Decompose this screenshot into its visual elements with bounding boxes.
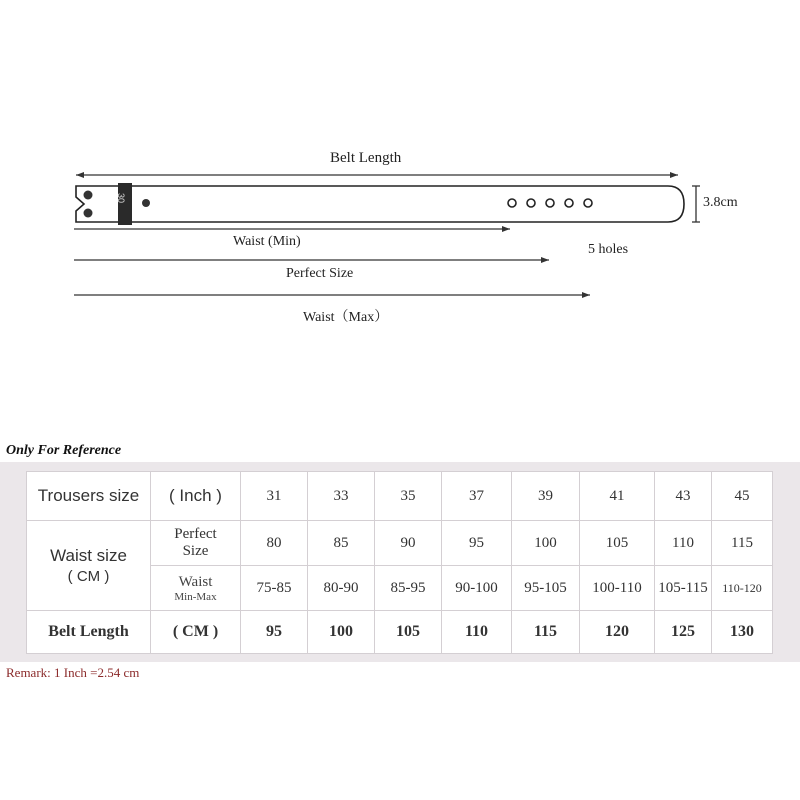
waist-range: 100-110 [580, 566, 655, 611]
perfect-value: 100 [512, 521, 580, 566]
trousers-size-label: Trousers size [27, 472, 151, 521]
belt-length-value: 115 [512, 611, 580, 654]
belt-length-value: 95 [241, 611, 308, 654]
perfect-value: 85 [308, 521, 375, 566]
table-row [27, 521, 773, 566]
perfect-value: 90 [375, 521, 442, 566]
perfect-size-header [151, 521, 241, 566]
waist-range: 110-120 [712, 566, 773, 611]
holes-label: 5 holes [588, 242, 629, 257]
perfect-value: 110 [655, 521, 712, 566]
waist-range: 80-90 [308, 566, 375, 611]
size-table [26, 471, 773, 654]
cm-label: ( CM ) [67, 568, 110, 585]
belt-drawing [0, 0, 800, 360]
belt-length-value: 125 [655, 611, 712, 654]
belt-length-value: 120 [580, 611, 655, 654]
buckle-pin [142, 199, 150, 207]
waist-min-label: Waist (Min) [233, 234, 301, 249]
reference-title: Only For Reference [6, 443, 122, 458]
belt-strap [76, 186, 684, 222]
belt-hole [546, 199, 554, 207]
min-max-label: Min-Max [174, 590, 217, 603]
belt-length-value: 130 [712, 611, 773, 654]
inch-value: 41 [580, 472, 655, 521]
table-row [27, 611, 773, 654]
belt-cm-label: ( CM ) [151, 611, 241, 654]
belt-hole [508, 199, 516, 207]
perfect-value: 105 [580, 521, 655, 566]
buckle-text: 30 [116, 192, 127, 204]
waist-size-cell [27, 521, 151, 611]
inch-value: 43 [655, 472, 712, 521]
remark-note: Remark: 1 Inch =2.54 cm [6, 665, 140, 680]
waist-label: Waist [178, 573, 213, 590]
waist-range-header [151, 566, 241, 611]
waist-range: 90-100 [442, 566, 512, 611]
perfect-size-label: Perfect Size [286, 266, 354, 281]
waist-range: 105-115 [655, 566, 712, 611]
inch-value: 39 [512, 472, 580, 521]
waist-range: 75-85 [241, 566, 308, 611]
rivet [84, 191, 93, 200]
waist-size-label: Waist size [50, 546, 127, 565]
belt-hole [527, 199, 535, 207]
belt-hole [565, 199, 573, 207]
waist-range: 85-95 [375, 566, 442, 611]
inch-value: 33 [308, 472, 375, 521]
perfect-size-header-text: Perfect Size [174, 526, 217, 559]
width-label: 3.8cm [703, 195, 738, 210]
inch-value: 37 [442, 472, 512, 521]
perfect-value: 95 [442, 521, 512, 566]
waist-max-label: Waist（Max） [303, 310, 389, 325]
buckle-plate [118, 183, 132, 225]
belt-length-label: Belt Length [330, 150, 402, 166]
perfect-value: 80 [241, 521, 308, 566]
rivet [84, 209, 93, 218]
belt-length-value: 100 [308, 611, 375, 654]
inch-value: 31 [241, 472, 308, 521]
waist-range: 95-105 [512, 566, 580, 611]
belt-length-value: 105 [375, 611, 442, 654]
belt-length-row-label: Belt Length [27, 611, 151, 654]
inch-value: 35 [375, 472, 442, 521]
table-row [27, 472, 773, 521]
belt-diagram [0, 0, 800, 360]
belt-length-value: 110 [442, 611, 512, 654]
belt-hole [584, 199, 592, 207]
perfect-value: 115 [712, 521, 773, 566]
inch-label: ( Inch ) [151, 472, 241, 521]
inch-value: 45 [712, 472, 773, 521]
